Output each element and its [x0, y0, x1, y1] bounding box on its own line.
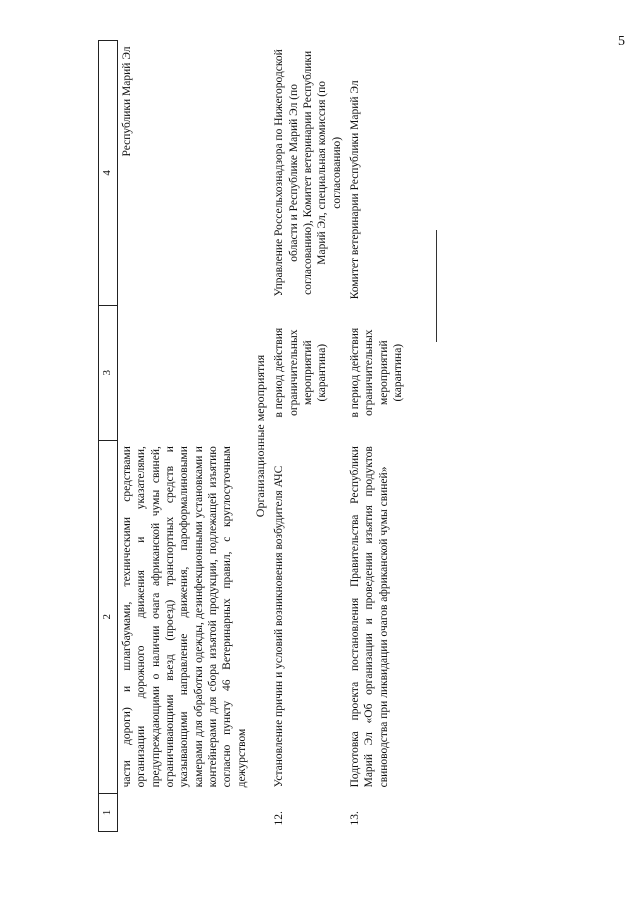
table-row [270, 41, 346, 832]
row-period: в период действия ограничительных мероприятий (карантина) [349, 327, 405, 418]
row-number: 12. [273, 811, 286, 826]
column-number-2: 2 [99, 440, 118, 793]
row-period: в период действия ограничительных мероприятий (карантина) [273, 327, 329, 418]
column-number-4: 4 [99, 41, 118, 306]
table-row [346, 41, 408, 832]
continuation-row [117, 41, 251, 832]
section-title: Организационные мероприятия [253, 354, 268, 518]
end-rule [436, 230, 437, 342]
continuation-responsible: Республики Марий Эл [120, 46, 133, 157]
rotated-page-content [98, 40, 458, 832]
column-number-3: 3 [99, 305, 118, 440]
row-responsible: Управление Россельхознадзора по Нижегородской области и Республике Марий Эл (по согласованию), Комитет ветеринарии Республики Марий Эл, специальная комиссия (по согласованию) [273, 49, 343, 297]
column-number-header [99, 41, 118, 832]
section-row [251, 41, 270, 832]
measures-table [98, 40, 408, 832]
row-measure: Установление причин и условий возникновения возбудителя АЧС [273, 465, 286, 788]
row-measure: Подготовка проекта постановления Правительства Республики Марий Эл «Об организации и проведении изъятия продуктов свиноводства при ликвидации очагов африканской чумы свиней» [349, 446, 390, 788]
page-number: 5 [618, 34, 625, 49]
row-responsible: Комитет ветеринарии Республики Марий Эл [349, 80, 361, 300]
column-number-1: 1 [99, 793, 118, 831]
continuation-measure: части дороги) и шлагбаумами, техническими средствами организации дорожного движения и указателями, предупреждающими о наличии очага африканской чумы свиней, ограничивающими въезд (проезд) транспортных средств и указывающими направление движения, пароформалиновыми камерами для обработки одежды, дезинфекционными установками и контейнерами для сбора изъятой продукции, подлежащей изъятию согласно пункту 46 Ветеринарных правил, с круглосуточным дежурством [120, 446, 248, 788]
row-number: 13. [349, 811, 361, 826]
